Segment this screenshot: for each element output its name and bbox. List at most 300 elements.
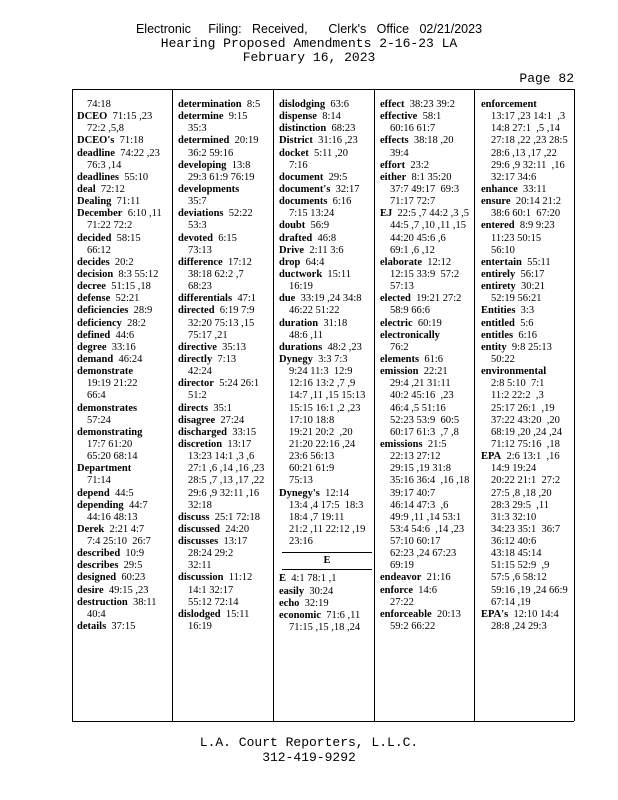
page-line-refs-continued: 13:23 14:1 ,3 ,6: [188, 451, 255, 463]
page-line-refs: 7:13: [217, 353, 237, 365]
index-entry: [178, 184, 274, 208]
index-entry-line: [77, 621, 173, 633]
index-entry: [178, 257, 274, 293]
page-line-refs: 9:15: [228, 111, 248, 123]
page-line-refs: 71:11: [116, 196, 141, 208]
index-entry: [279, 245, 375, 257]
index-entry: [178, 305, 274, 341]
page-line-refs-continued: 75:17 ,21: [188, 329, 228, 341]
index-term: echo: [279, 597, 300, 609]
index-entry-line: [481, 318, 577, 330]
index-term: entertain: [481, 256, 522, 268]
index-entry-line: [178, 233, 274, 245]
page-line-refs: 68:23: [331, 123, 356, 135]
page-line-refs-continued: 19:21 20:2 ,20: [289, 426, 353, 438]
index-term: dislodged: [178, 608, 221, 620]
page-line-refs-continued: 69:1 ,6 ,12: [390, 244, 435, 256]
index-term: decree: [77, 281, 106, 293]
page-line-refs-continued: 60:21 61:9: [289, 463, 335, 475]
index-entry-line: [380, 366, 476, 378]
index-entry: [380, 135, 476, 159]
index-entry-line: [178, 415, 274, 427]
index-entry: [481, 269, 577, 281]
page-line-refs-continued: 29:3 61:9 76:19: [188, 171, 255, 183]
index-term: discussion: [178, 572, 224, 584]
index-term: either: [380, 171, 407, 183]
page-line-refs: 4:1 78:1 ,1: [291, 573, 337, 585]
index-entry: [279, 123, 375, 135]
page-line-refs-continued: 38:6 60:1 67:20: [491, 208, 561, 220]
page-line-refs-continued: 71:22 72:2: [87, 220, 133, 232]
index-entry-line: [178, 257, 274, 269]
page-line-refs-continued: 35:3: [188, 123, 207, 135]
index-entry-line: [77, 585, 173, 597]
index-term: EPA: [481, 451, 502, 463]
page-line-refs: 49:15 ,23: [108, 584, 149, 596]
index-term: decides: [77, 256, 110, 268]
index-term: demonstrate: [77, 366, 133, 378]
index-term: director: [178, 378, 214, 390]
section-rule: [282, 569, 372, 570]
page-line-refs: 20:14 21:2: [515, 196, 562, 208]
page-line-refs-continued: 32:20 75:13 ,15: [188, 317, 255, 329]
page-line-refs: 2:21 4:7: [109, 523, 145, 535]
index-entry-line: [481, 305, 577, 317]
page-line-refs: 12:12: [427, 256, 452, 268]
page-line-refs-continued: 58:9 66:6: [390, 305, 430, 317]
index-entry: [279, 488, 375, 549]
index-term: distinction: [279, 123, 327, 135]
index-entry: [279, 573, 375, 585]
page-line-refs: 56:9: [310, 220, 330, 232]
page-line-refs: 11:12: [228, 572, 253, 584]
index-entry-line: [481, 220, 577, 232]
index-entry: [77, 548, 173, 560]
page-line-refs: 44:7: [128, 499, 148, 511]
page-line-refs-continued: 75:13: [289, 475, 313, 487]
page-line-refs: 8:1 35:20: [411, 171, 452, 183]
index-entry-line: [380, 609, 476, 621]
page-line-refs-continued: 40:2 45:16 ,23: [390, 390, 454, 402]
index-term: E: [279, 573, 287, 585]
index-term: discussed: [178, 523, 221, 535]
index-entry-line: [77, 560, 173, 572]
index-entry: [77, 184, 173, 196]
index-entry: [77, 342, 173, 354]
index-entry: [481, 366, 577, 451]
page-line-refs-continued: 71:12 75:16 ,18: [491, 438, 560, 450]
page-line-refs-continued: 44:20 45:6 ,6: [390, 232, 446, 244]
page-line-refs: 74:22 ,23: [120, 147, 160, 159]
page-line-refs-continued: 51:2: [188, 390, 207, 402]
index-entry: [178, 111, 274, 135]
index-entry-line: [178, 99, 274, 111]
index-term: entered: [481, 220, 515, 232]
page-line-refs: 20:2: [114, 256, 134, 268]
page-line-refs: 13:17: [223, 536, 248, 548]
index-term: emissions: [380, 438, 423, 450]
page-line-refs: 29:5: [328, 171, 348, 183]
index-entry-line: [481, 281, 577, 293]
index-term: describes: [77, 560, 119, 572]
index-term: due: [279, 293, 296, 305]
page-line-refs-continued: 76:2: [390, 341, 409, 353]
index-entry-line: [481, 196, 577, 208]
index-entry-line: [279, 220, 375, 232]
index-term: documents: [279, 196, 328, 208]
index-entry: [481, 330, 577, 342]
index-term: DCEO's: [77, 135, 115, 147]
page-line-refs: 33:19 ,24 34:8: [300, 293, 362, 305]
page-line-refs: 6:16: [332, 196, 352, 208]
index-term: deadlines: [77, 171, 120, 183]
page-line-refs: 37:15: [111, 621, 136, 633]
index-term: desire: [77, 584, 104, 596]
index-entry-line: [279, 257, 375, 269]
index-entry-line: [77, 548, 173, 560]
page-line-refs: 22:5 ,7 44:2 ,3 ,5: [397, 208, 469, 220]
index-term: Entities: [481, 305, 516, 317]
index-entry: [77, 524, 173, 548]
page-line-refs: 8:14: [322, 111, 341, 123]
index-entry: [178, 342, 274, 354]
page-line-refs-continued: 57:24: [87, 414, 111, 426]
page-line-refs-continued: 28:6 ,13 ,17 ,22: [491, 147, 557, 159]
index-entry-line: [77, 184, 173, 196]
document-date: February 16, 2023: [242, 50, 376, 65]
index-term: document's: [279, 183, 331, 195]
page-line-refs-continued: 60:16 61:7: [390, 123, 436, 135]
page-line-refs-continued: 11:2 22:2 ,3: [491, 390, 544, 402]
page-line-refs: 58:15: [116, 232, 141, 244]
index-entry-line: [380, 208, 476, 220]
index-entry-line: [178, 427, 274, 439]
index-entry-line: [77, 281, 173, 293]
page-line-refs-continued: 23:16: [289, 536, 313, 548]
index-entry: [279, 269, 375, 293]
index-entry: [481, 196, 577, 220]
index-term: Dynegy: [279, 353, 313, 365]
index-entry: [481, 281, 577, 305]
index-term: deficiencies: [77, 305, 129, 317]
index-term: drop: [279, 256, 301, 268]
page-line-refs-continued: 57:13: [390, 281, 414, 293]
index-term: deadline: [77, 147, 115, 159]
index-entry: [380, 160, 476, 172]
page-line-refs: 6:10 ,11: [127, 208, 162, 220]
index-entry-line: [178, 184, 274, 196]
page-line-refs: 12:14: [325, 487, 350, 499]
index-entry: [279, 99, 375, 111]
index-term: depending: [77, 499, 124, 511]
page-line-refs: 72:12: [100, 183, 125, 195]
index-term: demonstrating: [77, 426, 143, 438]
index-entry-line: [380, 172, 476, 184]
page-line-refs: 35:1: [213, 402, 233, 414]
index-entry-line: [77, 597, 173, 609]
page-line-refs-continued: 12:16 13:2 ,7 ,9: [289, 378, 356, 390]
index-entry: [279, 233, 375, 245]
page-line-refs-continued: 7:16: [289, 159, 308, 171]
index-term: enforcement: [481, 99, 537, 110]
page-line-refs-continued: 73:13: [188, 244, 212, 256]
index-entry: [77, 560, 173, 572]
index-term: environmental: [481, 366, 547, 378]
index-entry: [279, 184, 375, 196]
index-term: ductwork: [279, 268, 323, 280]
index-entry-line: [77, 196, 173, 208]
index-entry: [380, 208, 476, 257]
index-entry-line: [279, 610, 375, 622]
page-line-refs: 28:9: [133, 305, 153, 317]
footer-phone: 312-419-9292: [262, 750, 356, 765]
index-term: devoted: [178, 232, 213, 244]
page-line-refs: 5:24 26:1: [219, 378, 260, 390]
index-entry-line: [279, 245, 375, 257]
index-entry-line: [279, 99, 375, 111]
index-term: District: [279, 135, 313, 147]
page-line-refs-continued: 42:24: [188, 366, 212, 378]
index-term: designed: [77, 572, 117, 584]
index-entry-line: [380, 293, 476, 305]
page-line-refs: 38:18 ,20: [413, 135, 454, 147]
index-entry-line: [279, 135, 375, 147]
index-entry: [279, 111, 375, 123]
page-line-refs: 61:6: [424, 353, 443, 365]
page-line-refs: 25:1 72:18: [214, 511, 260, 523]
index-entry: [178, 354, 274, 378]
index-entry: [380, 172, 476, 208]
index-entry-line: [279, 111, 375, 123]
index-entry: [279, 598, 375, 610]
index-entry-line: [481, 257, 577, 269]
index-entry: [77, 488, 173, 500]
page-line-refs-continued: 52:19 56:21: [491, 293, 542, 305]
page-line-refs: 28:2: [127, 317, 146, 329]
index-entry-line: [279, 184, 375, 196]
index-term: Derek: [77, 523, 105, 535]
page-line-refs: 38:11: [133, 596, 157, 608]
page-line-refs-continued: 65:20 68:14: [87, 451, 138, 463]
page-line-refs: 71:15 ,23: [112, 111, 153, 123]
index-term: entitled: [481, 317, 515, 329]
index-entry-line: [178, 609, 274, 621]
index-entry: [178, 378, 274, 402]
page-line-refs: 35:13: [222, 341, 247, 353]
index-entry: [380, 293, 476, 317]
page-line-refs-continued: 29:4 ,21 31:11: [390, 378, 451, 390]
index-term: easily: [279, 585, 305, 597]
index-entry-line: [481, 269, 577, 281]
page-line-refs-continued: 50:22: [491, 353, 515, 365]
page-line-refs: 29:5: [123, 560, 143, 572]
page-line-refs-continued: 59:16 ,19 ,24 66:9: [491, 584, 568, 596]
index-term: entirely: [481, 268, 516, 280]
index-entry: [77, 463, 173, 487]
index-entry: [481, 257, 577, 269]
index-term: discretion: [178, 438, 223, 450]
page-line-refs-continued: 20:22 21:1 27:2: [491, 475, 561, 487]
index-entry: [279, 148, 375, 172]
page-line-refs-continued: 32:17 34:6: [491, 171, 537, 183]
page-line-refs-continued: 68:23: [188, 281, 212, 293]
page-line-refs: 60:19: [417, 317, 442, 329]
page-line-refs-continued: 14:9 19:24: [491, 463, 537, 475]
page-line-refs: 19:21 27:2: [416, 293, 462, 305]
index-entry-line: [77, 427, 173, 439]
index-entry-line: [380, 354, 476, 366]
top-rule: [72, 89, 574, 90]
index-entry-line: [279, 586, 375, 598]
page-line-refs: 48:2 ,23: [327, 341, 362, 353]
index-entry-line: [77, 318, 173, 330]
page-line-refs-continued: 46:4 ,5 51:16: [390, 402, 446, 414]
index-entry-line: [77, 233, 173, 245]
page-line-refs: 30:21: [521, 281, 545, 293]
index-entry: [481, 220, 577, 256]
index-entry-line: [178, 342, 274, 354]
column-divider: [72, 89, 73, 721]
index-term: determination: [178, 99, 242, 110]
index-entry: [178, 293, 274, 305]
index-entry-line: [481, 184, 577, 196]
page-line-refs-continued: 35:7: [188, 196, 207, 208]
index-term: docket: [279, 147, 309, 159]
index-entry: [77, 111, 173, 135]
index-term: elaborate: [380, 256, 422, 268]
page-line-refs-continued: 16:19: [188, 621, 212, 633]
page-line-refs: 8:5: [246, 99, 261, 110]
index-term: Dynegy's: [279, 487, 320, 499]
index-entry-line: [380, 572, 476, 584]
index-entry-line: [77, 305, 173, 317]
index-term: drafted: [279, 232, 313, 244]
index-entry-line: [380, 257, 476, 269]
page-line-refs: 64:4: [305, 256, 325, 268]
page-line-refs-continued: 32:18: [188, 499, 212, 511]
index-term: discharged: [178, 426, 228, 438]
index-entry-line: [380, 330, 476, 342]
index-entry: [77, 621, 173, 633]
page-line-refs-continued: 46:22 51:22: [289, 305, 340, 317]
index-entry-line: [380, 439, 476, 451]
index-entry: [178, 403, 274, 415]
index-term: Department: [77, 463, 132, 475]
page-line-refs-continued: 76:3 ,14: [87, 159, 122, 171]
index-entry-line: [77, 257, 173, 269]
index-entry-line: [279, 172, 375, 184]
page-line-refs: 51:15 ,18: [111, 281, 151, 293]
index-term: effective: [380, 111, 418, 123]
page-line-refs: 71:18: [119, 135, 144, 147]
index-entry-line: [178, 354, 274, 366]
page-line-refs: 55:11: [527, 256, 551, 268]
index-entry: [279, 257, 375, 269]
index-term: defined: [77, 329, 111, 341]
index-entry: [481, 451, 577, 609]
index-entry: [380, 354, 476, 366]
page-line-refs: 9:8 25:13: [511, 341, 552, 353]
index-entry: [279, 586, 375, 598]
index-entry-line: [279, 598, 375, 610]
page-line-refs-continued: 28:3 29:5 ,11: [491, 499, 549, 511]
index-entry-line: [178, 536, 274, 548]
page-line-refs: 12:10 14:4: [513, 608, 559, 620]
index-term: decided: [77, 232, 112, 244]
page-line-refs-continued: 35:16 36:4 ,16 ,18: [390, 475, 470, 487]
index-entry: [380, 330, 476, 354]
index-entry: [279, 196, 375, 220]
page-line-refs: 31:16 ,23: [318, 135, 358, 147]
index-entry: [178, 415, 274, 427]
index-entry: [178, 160, 274, 184]
index-entry-line: [279, 148, 375, 160]
index-term: Drive: [279, 244, 305, 256]
page-line-refs-continued: 32:11: [188, 560, 212, 572]
page-line-refs-continued: 67:14 ,19: [491, 596, 531, 608]
page-line-refs-continued: 23:6 56:13: [289, 451, 335, 463]
page-line-refs: 3:3 7:3: [318, 353, 348, 365]
index-entry: [481, 184, 577, 196]
index-entry: [481, 318, 577, 330]
index-entry: [77, 135, 173, 147]
section-letter-text: E: [323, 555, 331, 567]
page-line-refs: 20:19: [234, 135, 259, 147]
index-term: doubt: [279, 220, 306, 232]
page-line-refs-continued: 39:17 40:7: [390, 487, 436, 499]
index-entry: [77, 208, 173, 232]
index-entry-line: [481, 99, 577, 111]
index-entry: [77, 269, 173, 281]
page-line-refs-continued: 71:14: [87, 475, 111, 487]
index-term: entirety: [481, 281, 516, 293]
page-line-refs-continued: 21:20 22:16 ,24: [289, 438, 356, 450]
index-entry-line: [279, 196, 375, 208]
index-entry-line: [77, 135, 173, 147]
index-column-3: [279, 99, 375, 634]
page-line-refs-continued: 2:8 5:10 7:1: [491, 378, 545, 390]
index-entry: [77, 500, 173, 524]
index-entry: [178, 524, 274, 536]
page-line-refs: 33:16: [111, 341, 136, 353]
index-entry-line: [178, 439, 274, 451]
page-line-refs: 63:6: [330, 99, 350, 110]
index-entry-line: [279, 293, 375, 305]
index-column-2: [178, 99, 274, 633]
page-line-refs-continued: 69:19: [390, 560, 414, 572]
index-term: effort: [380, 159, 406, 171]
index-term: developing: [178, 159, 227, 171]
index-entry: [178, 99, 274, 111]
index-entry-line: [481, 451, 577, 463]
index-term: discuss: [178, 511, 210, 523]
page-line-refs-continued: 43:18 45:14: [491, 548, 542, 560]
page-line-refs-continued: 34:23 35:1 36:7: [491, 523, 561, 535]
index-term: electric: [380, 317, 413, 329]
page-line-refs-continued: 55:12 72:14: [188, 596, 239, 608]
index-term: enforce: [380, 584, 414, 596]
index-entry: [279, 172, 375, 184]
index-entry-line: [481, 366, 577, 378]
page-line-refs: 44:6: [115, 329, 135, 341]
page-line-refs-continued: 31:3 32:10: [491, 511, 537, 523]
index-term: directly: [178, 353, 213, 365]
page-line-refs-continued: 38:18 62:2 ,7: [188, 268, 244, 280]
index-entry: [77, 281, 173, 293]
index-term: details: [77, 621, 107, 633]
page-line-refs-continued: 36:2 59:16: [188, 147, 234, 159]
index-term: described: [77, 548, 121, 560]
